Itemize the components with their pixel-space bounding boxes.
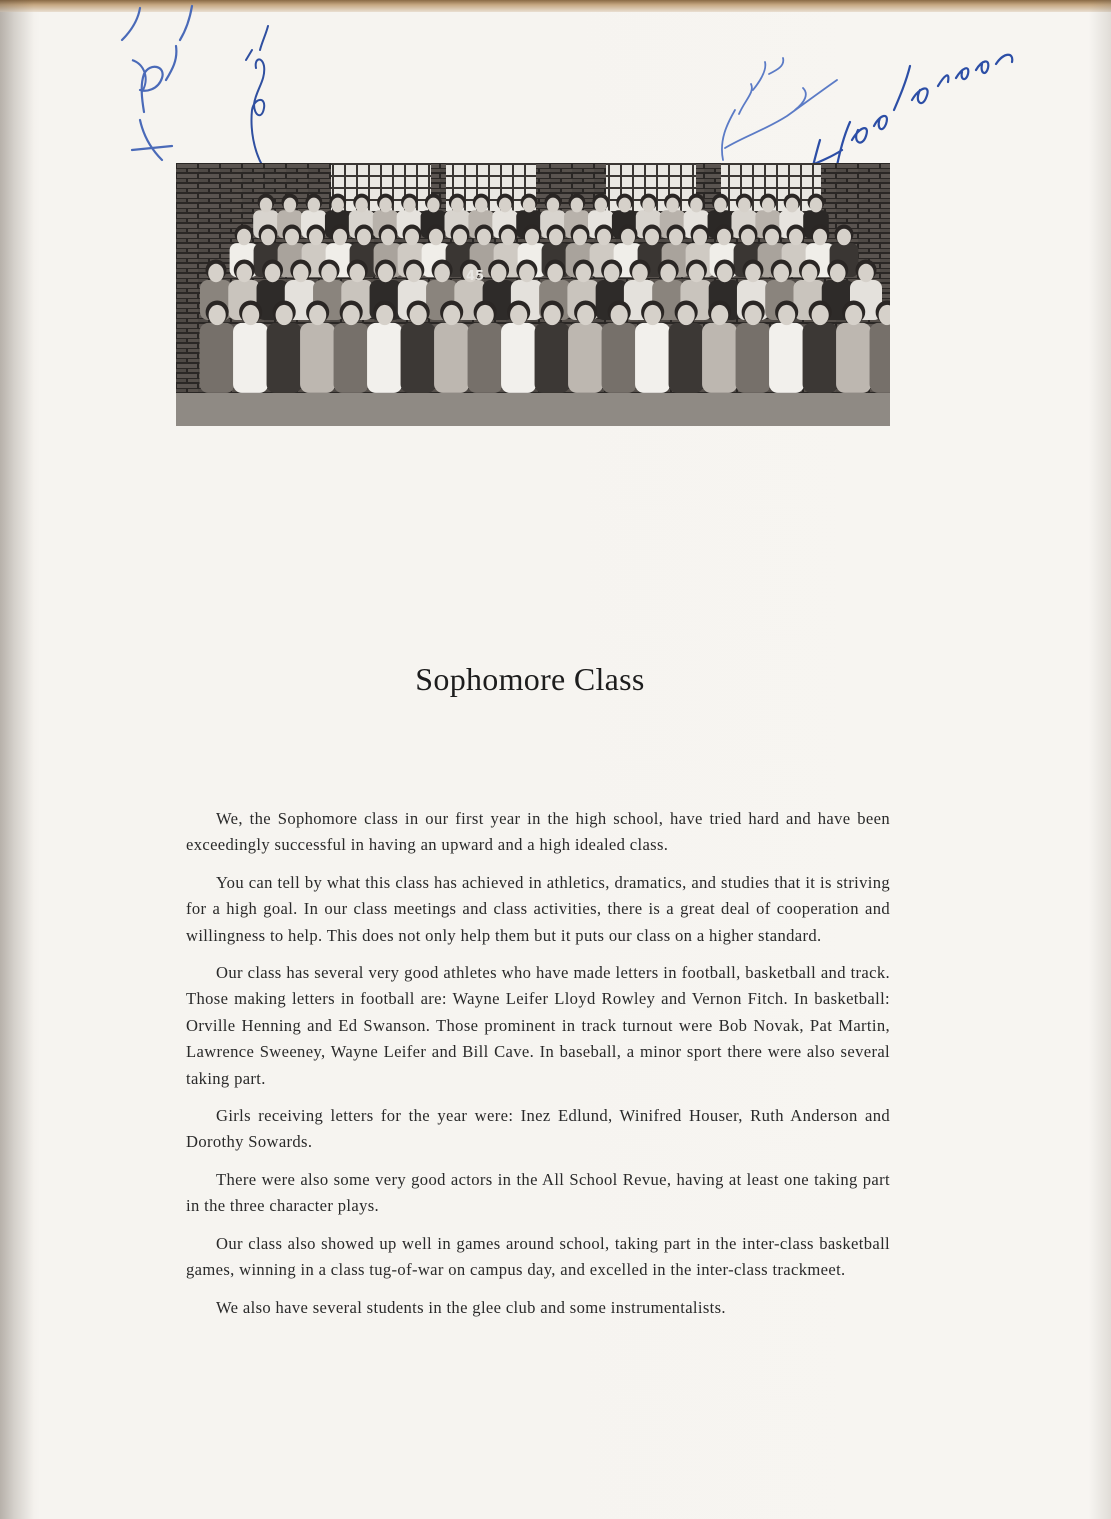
photo-figure-face [410,305,427,325]
photo-figure-face [714,198,726,213]
photo-figure-face [690,198,702,213]
photo-figure-face [475,198,487,213]
photo-figure-face [237,229,251,246]
paragraph: Our class also showed up well in games around school, taking part in the inter-class basketball games, winning in a class tug-of-war on campus day, and excelled in the inter-class trackmeet. [186,1233,890,1280]
photo-figure-body [267,323,302,393]
photo-figure-face [773,264,789,282]
photo-figure-face [477,229,491,246]
photo-figure-body [769,323,804,393]
photo-figure-body [702,323,737,393]
photo-figure-face [309,305,326,325]
photo-figure-face [571,198,583,213]
photo-figure-face [669,229,683,246]
page-title: Sophomore Class [415,661,645,697]
photo-figure-face [451,198,463,213]
photo-figure-face [642,198,654,213]
photo-figure-face [544,305,561,325]
photo-figure-body [635,323,670,393]
photo-figure-face [260,198,272,213]
photo-figure-face [381,229,395,246]
photo-figure-face [812,305,829,325]
class-group-photo [176,163,890,426]
photo-figure-face [644,305,661,325]
photo-figure-body [669,323,704,393]
photo-figure-face [285,229,299,246]
photo-figure-face [333,229,347,246]
photo-figure-body [736,323,771,393]
paragraph: Our class has several very good athletes who have made letters in football, basketball and track. Those making letters in football are: Wayne Leifer Lloyd Rowley and Vernon Fitch. In basketball: Orville Henning and Ed Swanson. Those prominent in track turnout were Bob Novak, Pat Martin, Lawrence Sweeney, Wayne Leifer and Bill Cave. In baseball, a minor sport there were also several taking part. [186,963,890,1088]
photo-figure-face [813,229,827,246]
photo-figure-face [309,229,323,246]
photo-figure-face [741,229,755,246]
photo-figure-face [577,305,594,325]
photo-figure-face [693,229,707,246]
photo-figure-body [803,323,838,393]
photo-figure-face [645,229,659,246]
photo-figure-face [427,198,439,213]
paragraph: There were also some very good actors in the All School Revue, having at least one taking part in the three character plays. [186,1169,890,1216]
photo-figure-face [845,305,862,325]
photo-figure-face [403,198,415,213]
photo-figure-face [405,229,419,246]
photo-figure-face [858,264,874,282]
photo-figure-face [830,264,846,282]
photo-figure-face [745,305,762,325]
photo-figure-face [810,198,822,213]
paragraph: Girls receiving letters for the year were: Inez Edlund, Winifred Houser, Ruth Anderson and Dorothy Sowards. [186,1106,890,1152]
page-right-edge [1089,0,1111,1519]
photo-figure-face [611,305,628,325]
photo-figure-face [678,305,695,325]
photo-figure-face [597,229,611,246]
photo-figure-face [477,305,494,325]
photo-figure-face [632,264,648,282]
photo-figure-face [357,229,371,246]
photo-figure-face [762,198,774,213]
photo-figure-face [778,305,795,325]
photo-figure-face [434,264,450,282]
photo-figure-face [547,198,559,213]
photo-figure-face [501,229,515,246]
photo-figure-face [429,229,443,246]
photo-figure-face [576,264,592,282]
photo-figure-face [717,264,733,282]
photo-figure-face [519,264,535,282]
paragraph: We also have several students in the glee club and some instrumentalists. [216,1297,726,1317]
photo-figure-face [242,305,259,325]
photo-figure-body [836,323,871,393]
photo-figure-body [501,323,536,393]
signature-top-left-2 [232,20,282,170]
photo-figure-face [331,198,343,213]
jersey-number: 45 [466,269,485,284]
photo-figure-body [300,323,335,393]
photo-figure-face [765,229,779,246]
photo-figure-face [284,198,296,213]
photo-figure-body [233,323,268,393]
photo-figure-face [265,264,281,282]
photo-figure-face [689,264,705,282]
spine-shadow [0,0,34,1519]
photo-figure-face [378,264,394,282]
photo-figure-face [406,264,422,282]
photo-figure-face [786,198,798,213]
photo-figure-face [738,198,750,213]
photo-figure-face [343,305,360,325]
photo-figure-face [745,264,761,282]
photo-figure-face [510,305,527,325]
photo-figure-face [523,198,535,213]
photo-figure-face [379,198,391,213]
photo-figure-face [350,264,366,282]
photo-figure-face [547,264,563,282]
photo-figure-face [499,198,511,213]
photo-figure-face [491,264,507,282]
photo-figure-face [293,264,309,282]
photo-figure-body [434,323,469,393]
photo-figure-face [236,264,252,282]
photo-figure-face [666,198,678,213]
photo-figure-face [717,229,731,246]
photo-figure-face [261,229,275,246]
photo-figure-body [334,323,369,393]
photo-figure-face [525,229,539,246]
photo-figure-face [604,264,620,282]
photo-figure-body [568,323,603,393]
signature-top-left-1 [92,0,202,170]
photo-figure-face [209,305,226,325]
photo-figure-face [276,305,293,325]
photo-figure-face [621,229,635,246]
photo-figure-face [308,198,320,213]
photo-figure-face [595,198,607,213]
photo-figure-face [711,305,728,325]
paragraph: We, the Sophomore class in our first year in the high school, have tried hard and have been exceedingly successful in having an upward and a high idealed class. [186,809,890,855]
photo-figure-face [549,229,563,246]
paragraph: You can tell by what this class has achieved in athletics, dramatics, and studies that it is striving for a high goal. In our class meetings and class activities, there is a great deal of cooperation and willingness to help. This does not only help them but it puts our class on a higher standard. [186,872,890,945]
article-body [186,806,890,1332]
photo-figure-body [367,323,402,393]
photo-figure-face [660,264,676,282]
photo-figure-face [802,264,818,282]
photo-figure-face [573,229,587,246]
photo-figure-body [535,323,570,393]
photo-figure-face [355,198,367,213]
photo-figure-face [789,229,803,246]
photo-figure-body [401,323,436,393]
photo-figure-face [837,229,851,246]
photo-figure-face [443,305,460,325]
photo-figure-face [376,305,393,325]
photo-figure-face [453,229,467,246]
photo-figure-face [321,264,337,282]
photo-figure-body [468,323,503,393]
photo-figure-body [200,323,235,393]
photo-figure-body [870,323,890,393]
photo-figure-face [618,198,630,213]
photo-figure-face [208,264,224,282]
photo-figure-body [602,323,637,393]
